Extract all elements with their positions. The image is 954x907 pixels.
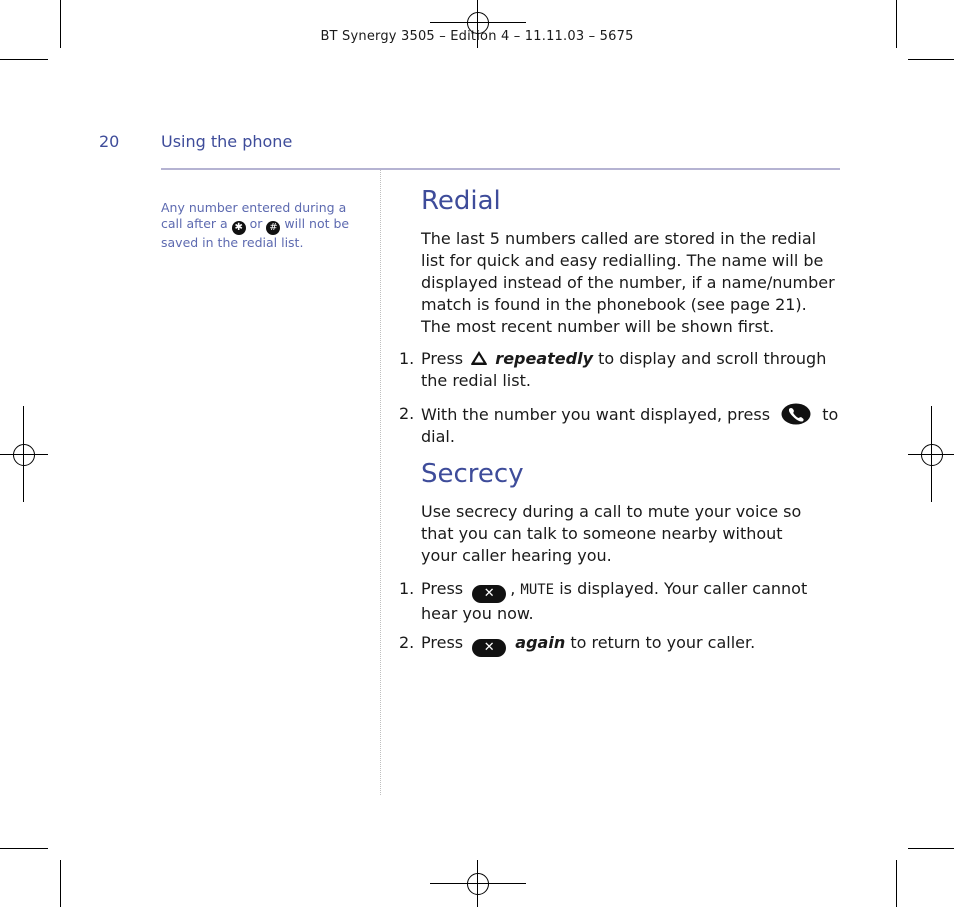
step-comma: ,: [510, 579, 516, 598]
registration-target: [921, 444, 943, 466]
step-text: Press: [421, 349, 464, 368]
registration-target: [467, 873, 489, 895]
side-note-text-2: will not be saved in the redial list.: [161, 216, 350, 250]
registration-line: [0, 454, 48, 455]
header-divider: [161, 168, 840, 170]
registration-line: [430, 883, 526, 884]
step-number: 2.: [399, 404, 415, 423]
side-note-or: or: [249, 216, 263, 231]
secrecy-intro: Use secrecy during a call to mute your voice so that you can talk to someone nearby without your caller hearing you.: [421, 502, 802, 565]
crop-mark: [60, 860, 61, 907]
up-arrow-icon: [470, 350, 488, 366]
secrecy-key-icon: ✕: [472, 585, 506, 603]
crop-mark: [908, 848, 954, 849]
registration-line: [477, 860, 478, 907]
column-divider: [380, 170, 381, 795]
hash-key-icon: #: [266, 221, 280, 235]
crop-mark: [908, 59, 954, 60]
star-key-icon: ✱: [232, 221, 246, 235]
step-emphasis: again: [515, 633, 566, 652]
step-text: With the number you want displayed, press: [421, 405, 771, 424]
section-title: Using the phone: [161, 132, 293, 151]
mute-display-text: MUTE: [520, 582, 555, 598]
step-emphasis: repeatedly: [495, 349, 594, 368]
step-text: is displayed. Your caller cannot hear you now.: [421, 579, 808, 623]
crop-mark: [0, 59, 48, 60]
registration-line: [931, 406, 932, 502]
step-text: to return to your caller.: [570, 633, 756, 652]
step-text: to dial.: [421, 405, 839, 446]
registration-line: [23, 406, 24, 502]
redial-heading: Redial: [421, 186, 501, 216]
crop-mark: [896, 860, 897, 907]
step-number: 1.: [399, 349, 415, 368]
step-text: Press: [421, 579, 464, 598]
step-text: to display and scroll through the redial list.: [421, 349, 827, 390]
talk-button-icon: [781, 403, 811, 425]
page-number: 20: [99, 132, 120, 151]
step-number: 2.: [399, 633, 415, 652]
side-note-text-1: Any number entered during a call after a: [161, 200, 347, 231]
registration-line: [430, 22, 526, 23]
secrecy-key-icon: ✕: [472, 639, 506, 657]
secrecy-heading: Secrecy: [421, 459, 524, 489]
step-number: 1.: [399, 579, 415, 598]
side-note: [161, 200, 371, 251]
redial-intro: The last 5 numbers called are stored in the redial list for quick and easy redialling. The name will be displayed instead of the number, if a name/number match is found in the phonebook (see page 21). The most recent number will be shown first.: [421, 229, 835, 336]
edition-label: BT Synergy 3505 – Edition 4 – 11.11.03 – 5675: [320, 29, 634, 44]
registration-target: [13, 444, 35, 466]
step-text: Press: [421, 633, 464, 652]
crop-mark: [0, 848, 48, 849]
